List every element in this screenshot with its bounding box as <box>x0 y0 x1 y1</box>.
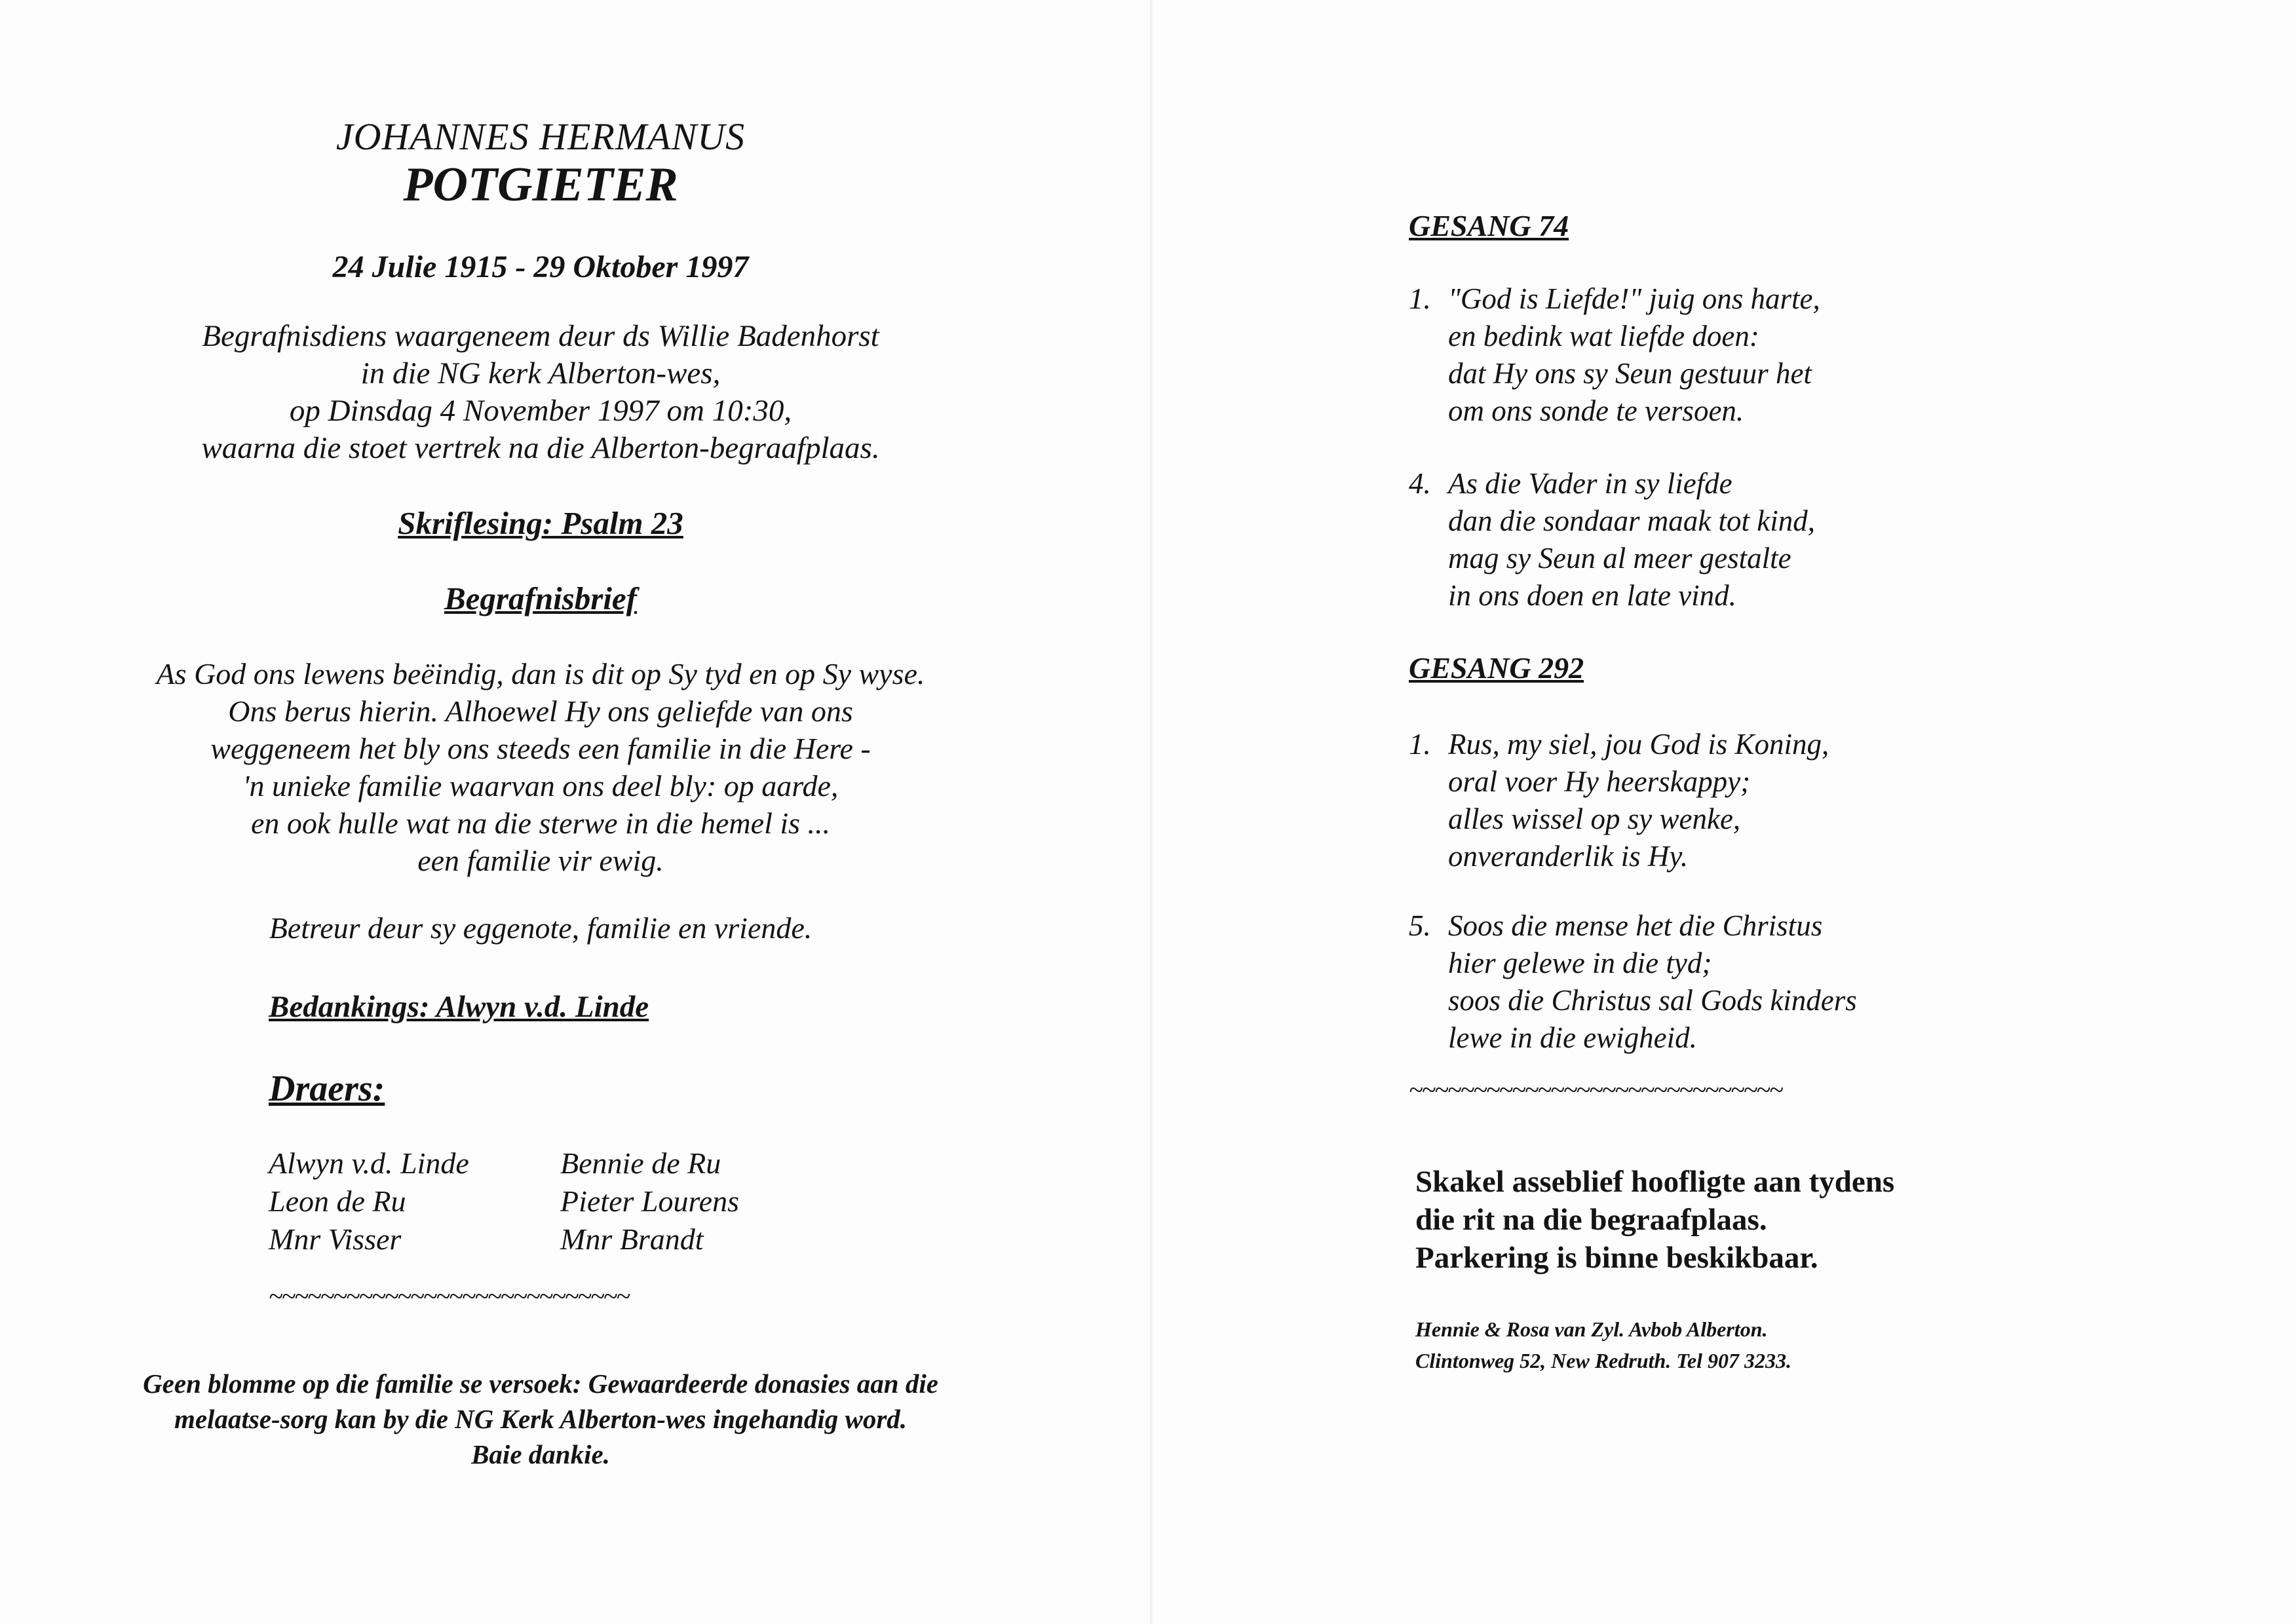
letter-line: As God ons lewens beëindig, dan is dit op Sy tyd en op Sy wyse. <box>156 657 925 690</box>
pallbearers-heading: Draers: <box>269 1068 385 1109</box>
undertaker-line: Hennie & Rosa van Zyl. Avbob Alberton. <box>1415 1317 1768 1341</box>
pallbearer-name: Mnr Visser <box>269 1222 402 1256</box>
verse-line: en bedink wat liefde doen: <box>1448 320 1759 352</box>
service-line: Begrafnisdiens waargeneem deur ds Willie Badenhorst <box>202 319 879 353</box>
hymn-292-verse-5 <box>1409 907 1857 1057</box>
pallbearers-list <box>269 1146 822 1256</box>
funeral-letter-heading: Begrafnisbrief <box>444 580 637 616</box>
verse-number: 5. <box>1409 909 1431 942</box>
verse-line: dan die sondaar maak tot kind, <box>1448 504 1815 537</box>
service-details <box>0 318 1081 467</box>
notice-line: die rit na die begraafplaas. <box>1415 1203 1767 1237</box>
life-dates: 24 Julie 1915 - 29 Oktober 1997 <box>332 250 749 284</box>
notice-line: Skakel asseblief hoofligte aan tydens <box>1415 1165 1895 1199</box>
right-panel <box>1160 0 2296 1624</box>
verse-line: As die Vader in sy liefde <box>1448 467 1732 500</box>
verse-line: soos die Christus sal Gods kinders <box>1448 984 1857 1017</box>
verse-line: hier gelewe in die tyd; <box>1448 947 1712 979</box>
verse-line: alles wissel op sy wenke, <box>1448 803 1741 835</box>
pallbearer-name: Pieter Lourens <box>560 1184 739 1218</box>
pallbearer-name: Mnr Brandt <box>560 1222 704 1256</box>
letter-line: 'n unieke familie waarvan ons deel bly: op aarde, <box>242 769 839 803</box>
funeral-letter-body <box>0 655 1081 879</box>
undertaker-details <box>1415 1313 1791 1376</box>
pallbearer-name: Bennie de Ru <box>560 1146 721 1180</box>
verse-number: 1. <box>1409 728 1431 761</box>
letter-line: een familie vir ewig. <box>417 844 664 877</box>
tilde-divider: ~~~~~~~~~~~~~~~~~~~~~~~~~~~~ <box>269 1281 629 1311</box>
flowers-line: Geen blomme op die familie se versoek: Gewaardeerde donasies aan die <box>143 1369 938 1399</box>
service-line: op Dinsdag 4 November 1997 om 10:30, <box>289 394 792 428</box>
notice-line: Parkering is binne beskikbaar. <box>1415 1241 1818 1275</box>
flowers-line: melaatse-sorg kan by die NG Kerk Alberton-wes ingehandig word. <box>174 1404 908 1434</box>
undertaker-line: Clintonweg 52, New Redruth. Tel 907 3233. <box>1415 1349 1791 1372</box>
deceased-surname: POTGIETER <box>403 158 678 212</box>
verse-number: 1. <box>1409 282 1431 315</box>
hymn-292-verse-1 <box>1409 726 1829 875</box>
verse-line: "God is Liefde!" juig ons harte, <box>1448 282 1820 315</box>
verse-line: in ons doen en late vind. <box>1448 579 1736 612</box>
hymn-292-title: GESANG 292 <box>1409 651 1584 685</box>
verse-line: Rus, my siel, jou God is Koning, <box>1448 728 1829 761</box>
flowers-request <box>0 1366 1081 1472</box>
hymn-74-verse-1 <box>1409 280 1820 430</box>
flowers-line: Baie dankie. <box>471 1439 610 1469</box>
service-line: in die NG kerk Alberton-wes, <box>360 356 721 390</box>
pallbearer-name: Leon de Ru <box>269 1184 406 1218</box>
service-line: waarna die stoet vertrek na die Alberton-begraafplaas. <box>201 431 880 465</box>
mourned-by: Betreur deur sy eggenote, familie en vriende. <box>269 911 813 945</box>
pallbearer-name: Alwyn v.d. Linde <box>269 1146 469 1180</box>
verse-line: lewe in die ewigheid. <box>1448 1021 1697 1054</box>
verse-line: Soos die mense het die Christus <box>1448 909 1823 942</box>
left-panel <box>0 0 1140 1624</box>
verse-line: oral voer Hy heerskappy; <box>1448 765 1751 798</box>
hymn-74-title: GESANG 74 <box>1409 209 1569 242</box>
headlights-notice <box>1415 1163 1894 1277</box>
verse-line: mag sy Seun al meer gestalte <box>1448 542 1791 575</box>
verse-line: onveranderlik is Hy. <box>1448 840 1689 873</box>
letter-line: weggeneem het bly ons steeds een familie in die Here - <box>210 732 871 765</box>
hymn-74-verse-4 <box>1409 465 1815 614</box>
page-fold <box>1150 0 1154 1624</box>
letter-line: Ons berus hierin. Alhoewel Hy ons geliefde van ons <box>228 694 853 728</box>
scripture-reading: Skriflesing: Psalm 23 <box>398 505 683 541</box>
verse-number: 4. <box>1409 467 1431 500</box>
verse-line: dat Hy ons sy Seun gestuur het <box>1448 357 1812 390</box>
tilde-divider: ~~~~~~~~~~~~~~~~~~~~~~~~~~~~~ <box>1409 1075 1782 1105</box>
verse-line: om ons sonde te versoen. <box>1448 394 1744 427</box>
letter-line: en ook hulle wat na die sterwe in die hemel is ... <box>250 806 831 840</box>
deceased-first-names: JOHANNES HERMANUS <box>335 115 746 158</box>
acknowledgements: Bedankings: Alwyn v.d. Linde <box>269 990 649 1024</box>
